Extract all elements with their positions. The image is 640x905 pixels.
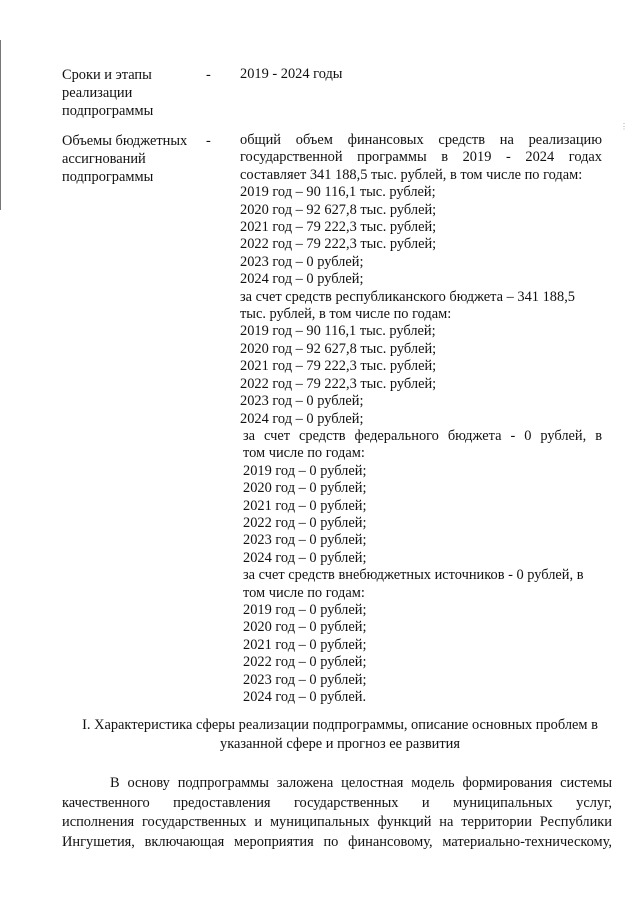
extrabudget-year-line: 2020 год – 0 рублей; [243,619,367,636]
republic-year-line: 2019 год – 90 116,1 тыс. рублей; [240,323,436,340]
extrabudget-year-line: 2022 год – 0 рублей; [243,654,367,671]
total-year-line: 2024 год – 0 рублей; [240,271,364,288]
paragraph-line: качественного предоставления государственных и муниципальных услуг, [62,794,612,811]
paragraph-line: исполнения государственных и муниципальных функций на территории Республики [62,814,612,830]
extrabudget-year-line: 2019 год – 0 рублей; [243,601,367,618]
extrabudget-line: за счет средств внебюджетных источников - 0 рублей, в [243,567,584,584]
budget-value [240,132,602,706]
terms-label-line: Сроки и этапы [62,67,152,83]
extrabudget-year-line: 2024 год – 0 рублей. [243,689,367,705]
budget-intro-line: государственной программы в 2019 - 2024 годах [240,149,602,166]
terms-label [62,66,202,120]
republic-year-line: 2023 год – 0 рублей; [240,393,364,410]
budget-label [62,132,202,186]
federal-year-line: 2023 год – 0 рублей; [243,532,367,549]
total-year-line: 2022 год – 79 222,3 тыс. рублей; [240,236,437,253]
republic-line: за счет средств республиканского бюджета – 341 188,5 [240,288,575,305]
republic-year-line: 2024 год – 0 рублей; [240,410,364,427]
federal-year-line: 2022 год – 0 рублей; [243,514,367,531]
extrabudget-line: том числе по годам: [243,584,365,601]
total-year-line: 2020 год – 92 627,8 тыс. рублей; [240,201,437,218]
total-year-line: 2023 год – 0 рублей; [240,253,364,270]
section-heading-line: указанной сфере и прогноз ее развития [220,736,460,752]
republic-year-line: 2021 год – 79 222,3 тыс. рублей; [240,358,437,375]
extrabudget-year-line: 2023 год – 0 рублей; [243,671,367,688]
republic-line: тыс. рублей, в том числе по годам: [240,306,452,323]
margin-mark: ⋮ [620,122,628,131]
section-paragraph [62,774,612,852]
total-year-line: 2019 год – 90 116,1 тыс. рублей; [240,184,436,201]
terms-value: 2019 - 2024 годы [240,66,343,82]
terms-label-line: реализации [62,85,133,101]
republic-year-line: 2022 год – 79 222,3 тыс. рублей; [240,375,437,392]
federal-year-line: 2019 год – 0 рублей; [243,462,367,479]
section-heading [60,716,620,754]
extrabudget-year-line: 2021 год – 0 рублей; [243,636,367,653]
terms-label-line: подпрограммы [62,103,154,119]
federal-year-line: 2020 год – 0 рублей; [243,480,367,497]
section-heading-line: I. Характеристика сферы реализации подпрограммы, описание основных проблем в [82,717,598,733]
budget-intro-line: составляет 341 188,5 тыс. рублей, в том числе по годам: [240,166,583,183]
budget-label-line: подпрограммы [62,169,154,185]
budget-intro-line: общий объем финансовых средств на реализацию [240,132,602,148]
budget-label-line: ассигнований [62,151,146,167]
terms-dash: - [206,67,211,83]
budget-label-line: Объемы бюджетных [62,133,188,149]
budget-dash: - [206,133,211,149]
total-year-line: 2021 год – 79 222,3 тыс. рублей; [240,219,437,236]
paragraph-line: Ингушетия, включающая мероприятия по финансовому, материально-техническому, [62,833,612,850]
paragraph-line: В основу подпрограммы заложена целостная модель формирования системы [110,775,612,791]
republic-year-line: 2020 год – 92 627,8 тыс. рублей; [240,340,437,357]
federal-line: том числе по годам: [243,445,365,462]
federal-year-line: 2021 год – 0 рублей; [243,497,367,514]
federal-year-line: 2024 год – 0 рублей; [243,549,367,566]
federal-line: за счет средств федерального бюджета - 0 рублей, в [243,427,602,444]
page-left-edge [0,40,1,210]
